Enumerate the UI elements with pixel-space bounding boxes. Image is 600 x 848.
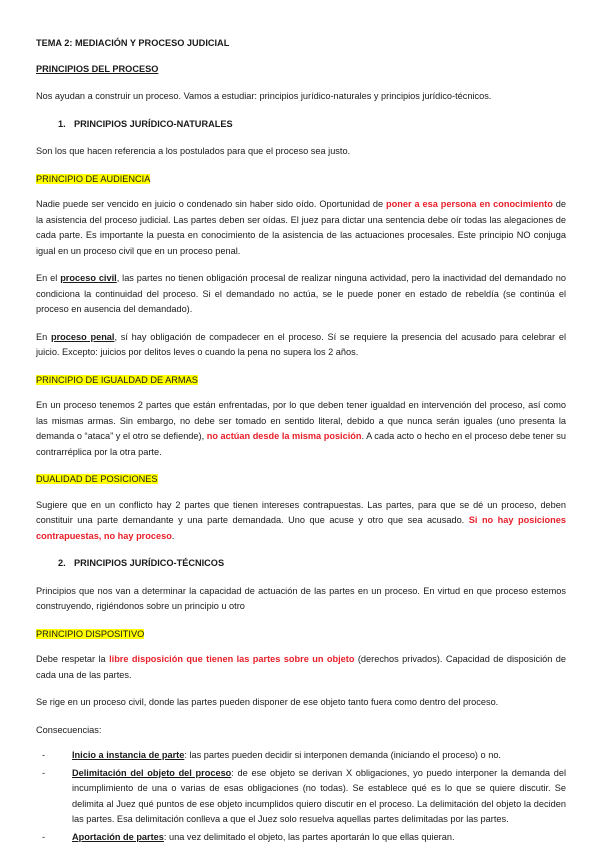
dispositivo-heading-line (36, 627, 566, 643)
list-item (72, 748, 566, 764)
consecuencias-list (36, 748, 566, 845)
audiencia-paragraph-3 (36, 330, 566, 361)
list-item-term: Delimitación del objeto del proceso (72, 767, 232, 778)
text-run: (derechos privados). Capacidad de disposición de cada una de las partes. (36, 654, 566, 680)
text-run: , sí hay obligación de compadecer en el proceso. Sí se requiere la presencia del acusado para celebrar el juicio. Excepto: juicios por delitos leves o cuando la pena no supera los 2 años. (36, 331, 566, 357)
dispositivo-paragraph-1 (36, 652, 566, 683)
text-run: En (36, 331, 51, 342)
text-run: , las partes no tienen obligación procesal de realizar ninguna actividad, pero la inactividad del demandado no condiciona la continuidad del proceso. Si el demandado no actúa, se le puede poner en estado de rebeldía (se continúa el proceso en ausencia del demandado). (36, 273, 566, 314)
dispositivo-heading: PRINCIPIO DISPOSITIVO (36, 628, 145, 639)
list-item-term: Inicio a instancia de parte (72, 750, 185, 760)
list-item (72, 830, 566, 846)
text-run: . (171, 530, 175, 541)
audiencia-heading: PRINCIPIO DE AUDIENCIA (36, 173, 151, 184)
text-run: En un proceso tenemos 2 partes que están enfrentadas, por lo que deben tener igualdad en intervención del proceso, así como las mismas armas. Sin embargo, no debe ser tomado en sentido literal, debido a que nunca serán iguales (uno presenta la demanda o “ataca” y el otro se defiende), (36, 400, 566, 441)
bold-underline-term: proceso penal (50, 331, 115, 342)
text-run: . A cada acto o hecho en el proceso debe tener su contrarréplica por la otra parte. (36, 431, 566, 457)
igualdad-paragraph (36, 398, 566, 460)
audiencia-paragraph-2 (36, 271, 566, 318)
section2-heading (58, 556, 566, 572)
bold-underline-term: proceso civil (60, 273, 117, 283)
section1-heading-text: PRINCIPIOS JURÍDICO-NATURALES (74, 118, 233, 129)
highlight-red-text: libre disposición que tienen las partes sobre un objeto (109, 654, 355, 664)
document-title: TEMA 2: MEDIACIÓN Y PROCESO JUDICIAL (36, 38, 230, 48)
dualidad-heading-line (36, 472, 566, 488)
section1-number: 1. (58, 118, 66, 129)
list-item-text: : una vez delimitado el objeto, las partes aportarán lo que ellas quieran. (163, 831, 455, 842)
dualidad-paragraph (36, 498, 566, 545)
list-item (72, 766, 566, 828)
igualdad-heading-line (36, 373, 566, 389)
text-run: Debe respetar la (36, 654, 110, 664)
principios-heading: PRINCIPIOS DEL PROCESO (36, 63, 159, 74)
audiencia-heading-line (36, 172, 566, 188)
highlight-red-text: poner a esa persona en conocimiento (386, 199, 553, 209)
section2-text: Principios que nos van a determinar la capacidad de actuación de las partes en un proceso. En virtud en que proceso estemos construyendo, rigiéndonos sobre un principio u otro (36, 585, 566, 611)
section2-number: 2. (58, 558, 66, 568)
section1-heading (58, 117, 566, 133)
section2-heading-text: PRINCIPIOS JURÍDICO-TÉCNICOS (74, 558, 225, 568)
list-item-term: Aportación de partes (72, 831, 164, 842)
list-item-text: : de ese objeto se derivan X obligaciones, yo puedo interponer la demanda del incumplimiento de una o varias de esas obligaciones (no todas). Se establece qué es lo que se quiere discutir. Se delimita al Juez qué puntos de ese objeto incumplidos quiero discutir en el proceso. La delimitación del objeto la deciden las partes. Esa delimitación conlleva a que el Juez solo resuelva aquellas partes delimitadas por las partes. (72, 767, 566, 824)
consecuencias-label: Consecuencias: (36, 724, 102, 735)
igualdad-heading: PRINCIPIO DE IGUALDAD DE ARMAS (36, 374, 198, 385)
intro-paragraph: Nos ayudan a construir un proceso. Vamos a estudiar: principios jurídico-naturales y principios jurídico-técnicos. (36, 91, 492, 101)
text-run: En el (36, 273, 61, 283)
section1-text: Son los que hacen referencia a los postulados para que el proceso sea justo. (36, 146, 351, 156)
highlight-red-text: no actúan desde la misma posición (206, 431, 362, 441)
list-item-text: : las partes pueden decidir si interponen demanda (iniciando el proceso) o no. (184, 750, 501, 760)
text-run: Sugiere que en un conflicto hay 2 partes que tienen intereses contrapuestas. Las partes, para que se dé un proceso, deben constituir una parte demandante y una parte demandada. Uno que acuse y otro que sea acusado. (36, 499, 566, 525)
audiencia-paragraph-1 (36, 197, 566, 259)
text-run: de la asistencia del proceso judicial. Las partes deben ser oídas. El juez para dictar una sentencia debe oír todas las alegaciones de cada parte. Es importante la puesta en conocimiento de la asistencia de las actuaciones procesales. Este principio NO conjuga igual en un proceso civil que en un proceso penal. (36, 199, 566, 256)
text-run: Nadie puede ser vencido en juicio o condenado sin haber sido oído. Oportunidad de (36, 199, 387, 209)
dispositivo-paragraph-2: Se rige en un proceso civil, donde las partes pueden disponer de ese objeto tanto fuera como dentro del proceso. (36, 697, 499, 707)
highlight-red-text: Si no hay posiciones contrapuestas, no hay proceso (36, 515, 567, 541)
dualidad-heading: DUALIDAD DE POSICIONES (36, 474, 158, 484)
